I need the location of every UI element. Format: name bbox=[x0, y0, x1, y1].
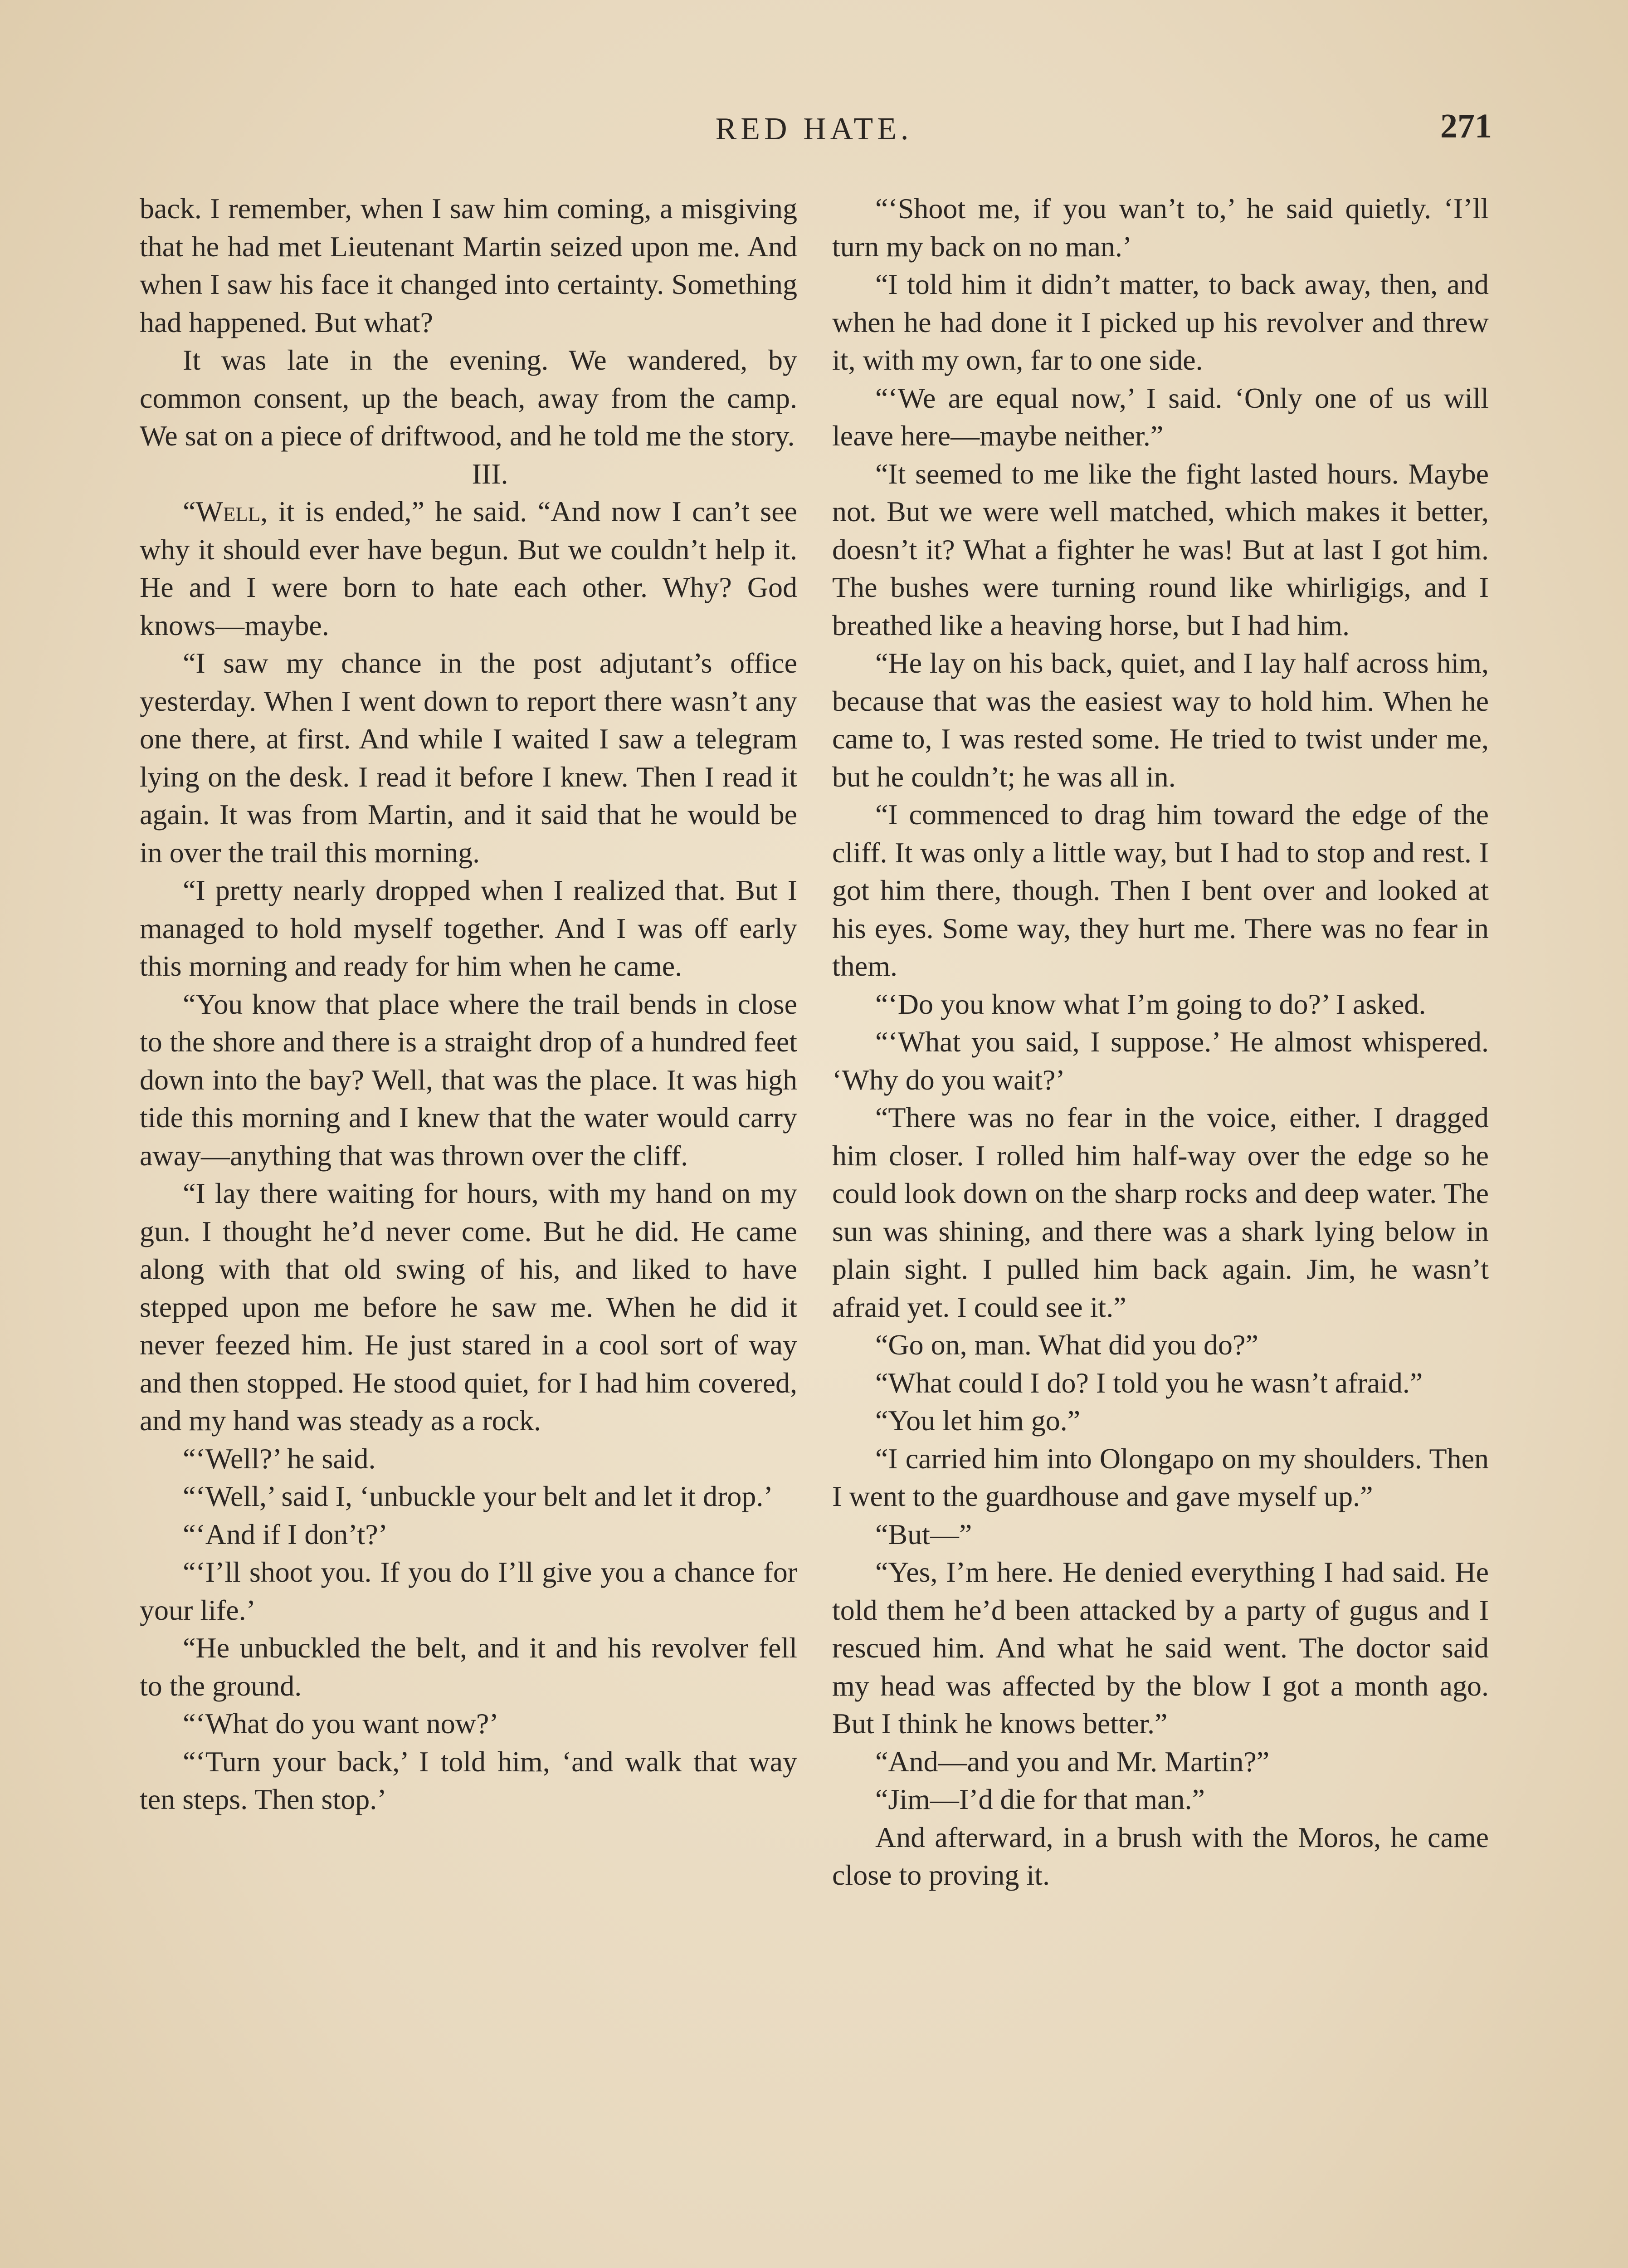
paragraph: “‘Well,’ said I, ‘unbuckle your belt and let it drop.’ bbox=[183, 1480, 773, 1512]
paragraph: “‘What do you want now?’ bbox=[183, 1707, 499, 1740]
paragraph: “‘Do you know what I’m going to do?’ I asked. bbox=[875, 987, 1426, 1020]
paragraph: “Well, it is ended,” he said. “And now I can’t see why it should ever have begun. But we couldn’t help it. He and I were born to hate each other. Why? God knows—maybe. bbox=[140, 495, 797, 641]
paragraph: “‘And if I don’t?’ bbox=[183, 1518, 388, 1550]
paragraph: “He unbuckled the belt, and it and his revolver fell to the ground. bbox=[140, 1632, 797, 1702]
paragraph: “‘What you said, I suppose.’ He almost whispered. ‘Why do you wait?’ bbox=[832, 1026, 1489, 1096]
paragraph: “And—and you and Mr. Martin?” bbox=[875, 1745, 1270, 1778]
right-column bbox=[832, 190, 1489, 2268]
paragraph: “I saw my chance in the post adjutant’s office yesterday. When I went down to report there wasn’t any one there, at first. And while I waited I saw a telegram lying on the desk. I read it before I knew. Then I read it again. It was from Martin, and it said that he would be in over the trail this morning. bbox=[140, 647, 797, 869]
paragraph: “I pretty nearly dropped when I realized that. But I managed to hold myself together. And I was off early this morning and ready for him when he came. bbox=[140, 874, 797, 982]
paragraph: “There was no fear in the voice, either. I dragged him closer. I rolled him half-way over the edge so he could look down on the sharp rocks and deep water. The sun was shining, and there was a shark lying below in plain sight. I pulled him back again. Jim, he wasn’t afraid yet. I could see it.” bbox=[832, 1101, 1489, 1323]
paragraph: “I lay there waiting for hours, with my hand on my gun. I thought he’d never come. But he did. He came along with that old swing of his, and liked to have stepped upon me before he saw me. When he did it never feezed him. He just stared in a cool sort of way and then stopped. He stood quiet, for I had him covered, and my hand was steady as a rock. bbox=[140, 1177, 797, 1437]
paragraph: “Jim—I’d die for that man.” bbox=[875, 1783, 1205, 1815]
paragraph: “Yes, I’m here. He denied everything I had said. He told them he’d been attacked by a party of gugus and I rescued him. And what he said went. The doctor said my head was affected by the blow I got a month ago. But I think he knows better.” bbox=[832, 1556, 1489, 1740]
paragraph: “I carried him into Olongapo on my shoulders. Then I went to the guardhouse and gave myself up.” bbox=[832, 1442, 1489, 1512]
paragraph: “You let him go.” bbox=[875, 1404, 1081, 1437]
paragraph: back. I remember, when I saw him coming, a misgiving that he had met Lieutenant Martin seized upon me. And when I saw his face it changed into certainty. Something had happened. But what? bbox=[140, 192, 797, 338]
small-caps-lead: Well, bbox=[195, 495, 268, 528]
paragraph: “I told him it didn’t matter, to back away, then, and when he had done it I picked up his revolver and threw it, with my own, far to one side. bbox=[832, 268, 1489, 376]
paragraph: “I commenced to drag him toward the edge of the cliff. It was only a little way, but I had to stop and rest. I got him there, though. Then I bent over and looked at his eyes. Some way, they hurt me. There was no fear in them. bbox=[832, 798, 1489, 982]
paragraph: “‘Turn your back,’ I told him, ‘and walk that way ten steps. Then stop.’ bbox=[140, 1745, 797, 1815]
section-heading: III. bbox=[472, 457, 508, 490]
page-number: 271 bbox=[1440, 107, 1492, 145]
paragraph: “‘We are equal now,’ I said. ‘Only one of us will leave here—maybe neither.” bbox=[832, 381, 1489, 452]
paragraph: “‘Well?’ he said. bbox=[183, 1442, 376, 1475]
paragraph: “You know that place where the trail bends in close to the shore and there is a straight drop of a hundred feet down into the bay? Well, that was the place. It was high tide this morning and I knew that the water would carry away—anything that was thrown over the cliff. bbox=[140, 987, 797, 1172]
paragraph: “Go on, man. What did you do?” bbox=[875, 1329, 1258, 1361]
paragraph-text: it is ended,” he said. “And now I can’t see why it should ever have begun. But we couldn’t help it. He and I were born to hate each other. Why? God knows—maybe. bbox=[140, 495, 797, 641]
running-head bbox=[136, 107, 1492, 152]
paragraph: “It seemed to me like the fight lasted hours. Maybe not. But we were well matched, which makes it better, doesn’t it? What a fighter he was! But at last I got him. The bushes were turning round like whirligigs, and I breathed like a heaving horse, but I had him. bbox=[832, 457, 1489, 641]
running-title: RED HATE. bbox=[715, 112, 913, 147]
paragraph: “He lay on his back, quiet, and I lay half across him, because that was the easiest way to hold him. When he came to, I was rested some. He tried to twist under me, but he couldn’t; he was all in. bbox=[832, 647, 1489, 793]
paragraph: “‘I’ll shoot you. If you do I’ll give you a chance for your life.’ bbox=[140, 1556, 797, 1626]
paragraph: “‘Shoot me, if you wan’t to,’ he said quietly. ‘I’ll turn my back on no man.’ bbox=[832, 192, 1489, 263]
paragraph: And afterward, in a brush with the Moros, he came close to proving it. bbox=[832, 1821, 1489, 1891]
left-column bbox=[140, 190, 797, 2268]
paragraph: “What could I do? I told you he wasn’t afraid.” bbox=[875, 1366, 1423, 1399]
paragraph: It was late in the evening. We wandered, by common consent, up the beach, away from the camp. We sat on a piece of driftwood, and he told me the story. bbox=[140, 344, 797, 452]
paragraph: “But—” bbox=[875, 1518, 972, 1550]
